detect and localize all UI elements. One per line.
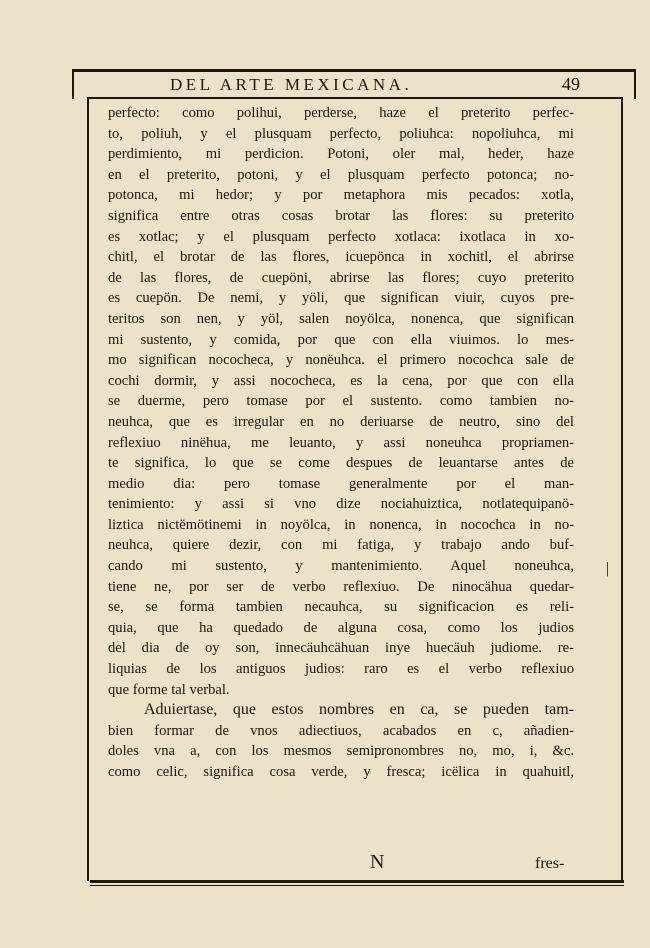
text-line: es xotlac; y el plusquam perfecto xotlaca: ixotlaca in xo-: [108, 228, 574, 245]
text-line: to, poliuh, y el plusquam perfecto, poliuhca: nopoliuhca, mi: [108, 125, 574, 142]
text-line: bien formar de vnos adiectiuos, acabados en c, añadien-: [108, 722, 574, 739]
left-frame-rule: [87, 97, 89, 881]
outer-right-rule: [634, 69, 636, 99]
text-line: de las flores, de cuepöni, abrirse las flores; cuyo preterito: [108, 269, 574, 286]
text-line: teritos son nen, y yöl, salen noyölca, nonenca, que significan: [108, 310, 574, 327]
text-line: perdimiento, mi perdicion. Potoni, oler mal, heder, haze: [108, 146, 574, 163]
text-line: se duerme, pero tomase por el sustento. como tambien no-: [108, 393, 574, 410]
text-line: medio dia: pero tomase generalmente por el man-: [108, 475, 574, 492]
text-line: quia, que ha quedado de alguna cosa, como los judios: [108, 619, 574, 636]
text-line: es cuepön. De nemi, y yöli, que significan viuir, cuyos pre-: [108, 290, 574, 307]
catchword: fres-: [535, 855, 565, 872]
text-line: reflexiuo ninëhua, me leuanto, y assi noneuhca propriamen-: [108, 434, 574, 451]
text-line: mo significan nococheca, y nonëuhca. el primero nocochca sale de: [108, 352, 574, 369]
text-line: liztica nictëmötinemi in noyölca, in nonenca, in nocochca in no-: [108, 516, 574, 533]
text-line: del dia de oy son, innecäuhcähuan inye huecäuh judiome. re-: [108, 640, 574, 657]
text-line: tenimiento: y assi si vno dize nociahuiztica, notlatequipanö-: [108, 496, 574, 513]
running-head: DEL ARTE MEXICANA.: [170, 75, 413, 94]
text-line: como celic, significa cosa verde, y fresca; icëlica in quahuitl,: [108, 764, 574, 780]
text-line: en el preterito, potoni, y el plusquam perfecto potonca; no-: [108, 166, 574, 183]
body-text: [108, 103, 574, 783]
text-line: tiene ne, por ser de verbo reflexiuo. De ninocähua quedar-: [108, 578, 574, 595]
outer-left-rule: [72, 69, 74, 99]
text-line: doles vna a, con los mesmos semipronombres no, mo, i, &c.: [108, 743, 574, 760]
header-rule: [87, 97, 623, 99]
bottom-rule: [90, 880, 624, 883]
text-line: perfecto: como polihui, perderse, haze el preterito perfec-: [108, 105, 574, 121]
paragraph-start: Aduiertase, que estos nombres en ca, se pueden tam-: [144, 701, 574, 719]
text-line: que forme tal verbal.: [108, 681, 230, 698]
signature-mark: N: [370, 851, 385, 873]
margin-mark: |: [606, 560, 610, 577]
text-line: neuhca, quiere dezir, con mi fatiga, y trabajo ando buf-: [108, 537, 574, 554]
text-line: chitl, el brotar de las flores, icuepönca in xochitl, el abrirse: [108, 249, 574, 266]
text-line: potonca, mi hedor; y por metaphora mis pecados: xotla,: [108, 187, 574, 204]
top-rule: [72, 69, 636, 72]
bottom-rule-thin: [90, 885, 624, 886]
text-line: significa entre otras cosas brotar las flores: su preterito: [108, 207, 574, 224]
text-line: cando mi sustento, y mantenimiento. Aquel noneuhca,: [108, 558, 574, 575]
page-number: 49: [562, 74, 580, 94]
text-line: liquias de los antiguos judios: raro es el verbo reflexiuo: [108, 661, 574, 678]
text-line: te significa, lo que se come despues de leuantarse antes de: [108, 455, 574, 472]
text-line: mi sustento, y comida, por que con ella viuimos. lo mes-: [108, 331, 574, 348]
text-line: cochi dormir, y assi nococheca, es la cena, por que con ella: [108, 372, 574, 389]
text-line: se, se forma tambien necauhca, su significacion es reli-: [108, 599, 574, 616]
right-frame-rule: [621, 97, 623, 881]
text-line: neuhca, que es irregular en no deriuarse de neutro, sino del: [108, 413, 574, 430]
